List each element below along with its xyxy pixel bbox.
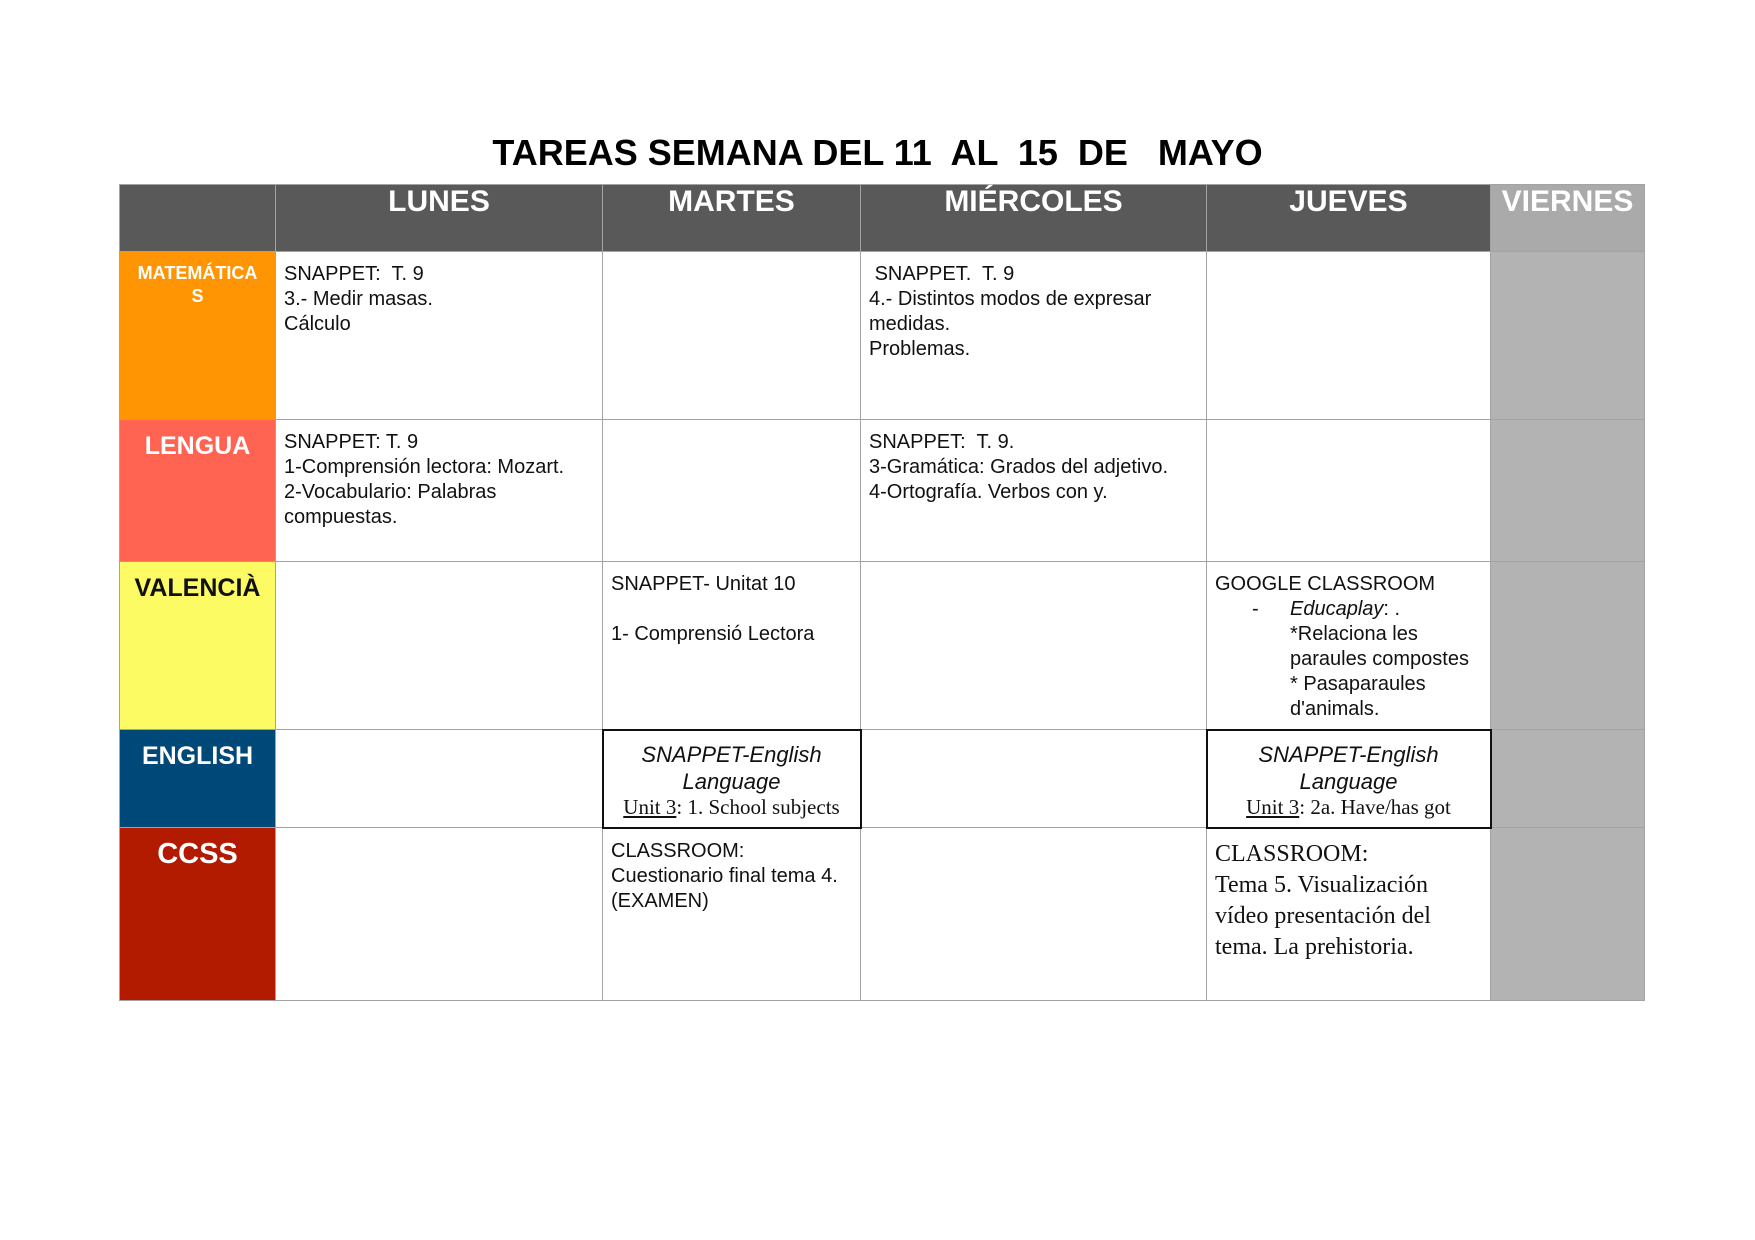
page-title: TAREAS SEMANA DEL 11 AL 15 DE MAYO: [492, 132, 1263, 173]
header-jueves: JUEVES: [1207, 185, 1491, 252]
text-line: GOOGLE CLASSROOM: [1215, 573, 1436, 595]
text-line: 4-Ortografía. Verbos con y.: [869, 481, 1108, 503]
subject-matematicas: [120, 252, 276, 420]
subject-lengua: [120, 420, 276, 562]
text-line: * Pasaparaules d'animals.: [1290, 673, 1432, 720]
text-line: Cálculo: [284, 313, 351, 335]
text-line: 3.- Medir masas.: [284, 288, 433, 310]
subject-lengua-label: LENGUA: [144, 432, 251, 460]
row-english: [120, 730, 1645, 828]
cell-english-jueves: [1207, 730, 1491, 828]
header-row: [120, 185, 1645, 252]
text-line: 3-Gramática: Grados del adjetivo.: [869, 456, 1169, 478]
cell-valencia-lunes: [276, 562, 603, 730]
educaplay-suffix: : .: [1383, 598, 1401, 620]
subject-ccss-label: CCSS: [157, 838, 238, 870]
cell-ccss-lunes: [276, 828, 603, 1001]
subject-valencia-label: VALENCIÀ: [134, 574, 261, 602]
row-valencia: [120, 562, 1645, 730]
header-lunes: LUNES: [276, 185, 603, 252]
cell-english-lunes: [276, 730, 603, 828]
text-line: 1-Comprensión lectora: Mozart.: [284, 456, 565, 478]
unit-link: Unit 3: [623, 794, 677, 819]
bullet-list: [1215, 597, 1486, 722]
cell-english-viernes: [1491, 730, 1645, 828]
row-matematicas: [120, 252, 1645, 420]
cell-lengua-viernes: [1491, 420, 1645, 562]
cell-lengua-martes: [603, 420, 861, 562]
cell-matematicas-jueves: [1207, 252, 1491, 420]
cell-valencia-miercoles: [861, 562, 1207, 730]
text-line: SNAPPET. T. 9: [869, 263, 1015, 285]
cell-english-martes: [603, 730, 861, 828]
unit-rest: : 1. School subjects: [676, 794, 840, 819]
cell-ccss-martes: [603, 828, 861, 1001]
text-line: Problemas.: [869, 338, 971, 360]
cell-english-miercoles: [861, 730, 1207, 828]
text-line: 4.- Distintos modos de expresar medidas.: [869, 288, 1157, 335]
text-line: SNAPPET-English: [641, 741, 822, 767]
cell-matematicas-miercoles: [861, 252, 1207, 420]
text-line: CLASSROOM:: [1215, 840, 1369, 867]
text-line: (EXAMEN): [611, 889, 709, 912]
unit-link: Unit 3: [1246, 794, 1300, 819]
subject-matematicas-label-b: S: [191, 286, 204, 306]
header-miercoles: MIÉRCOLES: [861, 185, 1207, 252]
cell-matematicas-martes: [603, 252, 861, 420]
header-martes: MARTES: [603, 185, 861, 252]
text-line: 1- Comprensió Lectora: [611, 623, 815, 645]
subject-english-label: ENGLISH: [141, 742, 254, 770]
cell-matematicas-lunes: [276, 252, 603, 420]
text-line: SNAPPET- Unitat 10: [611, 573, 796, 595]
subject-matematicas-label-a: MATEMÁTICA: [137, 263, 258, 283]
cell-lengua-jueves: [1207, 420, 1491, 562]
text-line: Language: [1299, 768, 1398, 794]
text-line: SNAPPET: T. 9: [284, 431, 419, 453]
cell-ccss-jueves: [1207, 828, 1491, 1001]
educaplay-label: Educaplay: [1290, 598, 1384, 620]
text-line: SNAPPET: T. 9: [284, 263, 424, 285]
cell-lengua-lunes: [276, 420, 603, 562]
text-line: CLASSROOM:: [611, 839, 745, 862]
row-ccss: [120, 828, 1645, 1001]
cell-valencia-jueves: [1207, 562, 1491, 730]
header-viernes: VIERNES: [1491, 185, 1645, 252]
subject-ccss: [120, 828, 276, 1001]
subject-valencia: [120, 562, 276, 730]
unit-rest: : 2a. Have/has got: [1299, 794, 1451, 819]
text-line: 2-Vocabulario: Palabras compuestas.: [284, 481, 502, 528]
text-line: Cuestionario final tema 4.: [611, 864, 838, 887]
text-line: *Relaciona les paraules compostes: [1290, 623, 1469, 670]
schedule-table: [119, 184, 1645, 1001]
row-lengua: [120, 420, 1645, 562]
text-line: SNAPPET-English: [1258, 741, 1439, 767]
header-corner: [120, 185, 276, 252]
text-line: Tema 5. Visualización vídeo presentación del tema. La prehistoria.: [1215, 871, 1437, 960]
cell-valencia-martes: [603, 562, 861, 730]
dash-bullet: -: [1252, 598, 1259, 620]
subject-english: [120, 730, 276, 828]
cell-matematicas-viernes: [1491, 252, 1645, 420]
cell-ccss-miercoles: [861, 828, 1207, 1001]
cell-lengua-miercoles: [861, 420, 1207, 562]
cell-ccss-viernes: [1491, 828, 1645, 1001]
text-line: SNAPPET: T. 9.: [869, 431, 1015, 453]
text-line: Language: [682, 768, 781, 794]
cell-valencia-viernes: [1491, 562, 1645, 730]
